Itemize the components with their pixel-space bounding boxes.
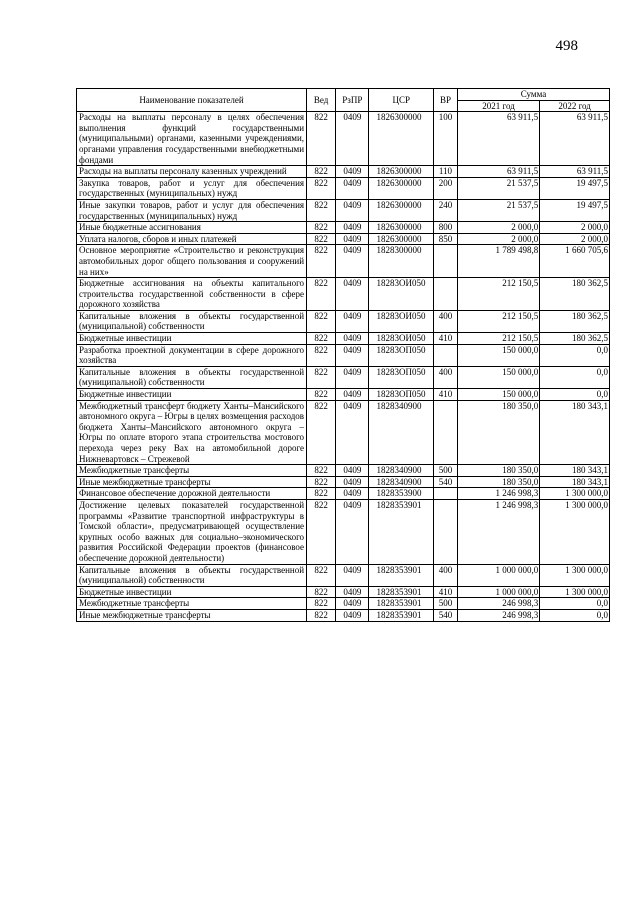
table-row (77, 222, 610, 234)
cell-csr: 1826300000 (369, 177, 434, 199)
cell-vr (434, 245, 458, 278)
cell-csr: 1826300000 (369, 199, 434, 221)
cell-sum-2022: 180 362,5 (540, 310, 610, 332)
cell-sum-2022: 0,0 (540, 366, 610, 388)
cell-csr: 1828300000 (369, 245, 434, 278)
table-row (77, 366, 610, 388)
cell-rzpr: 0409 (336, 476, 369, 488)
cell-rzpr: 0409 (336, 222, 369, 234)
cell-vr (434, 278, 458, 311)
cell-rzpr: 0409 (336, 310, 369, 332)
cell-sum-2022: 0,0 (540, 389, 610, 401)
cell-name: Закупка товаров, работ и услуг для обеспечения государственных (муниципальных) нужд (77, 177, 307, 199)
cell-sum-2021: 150 000,0 (457, 389, 539, 401)
cell-sum-2021: 180 350,0 (457, 476, 539, 488)
cell-csr: 1828353901 (369, 564, 434, 586)
cell-csr: 18283ОИ050 (369, 333, 434, 345)
cell-ved: 822 (307, 222, 336, 234)
cell-vr (434, 400, 458, 465)
header-csr: ЦСР (369, 89, 434, 112)
cell-csr: 1828353901 (369, 609, 434, 621)
table-row (77, 499, 610, 564)
cell-csr: 1828353900 (369, 488, 434, 500)
cell-sum-2021: 21 537,5 (457, 199, 539, 221)
cell-ved: 822 (307, 166, 336, 178)
cell-name: Капитальные вложения в объекты государственной (муниципальной) собственности (77, 366, 307, 388)
cell-sum-2022: 0,0 (540, 598, 610, 610)
cell-rzpr: 0409 (336, 598, 369, 610)
cell-sum-2022: 1 300 000,0 (540, 499, 610, 564)
table-row (77, 564, 610, 586)
cell-name: Иные межбюджетные трансферты (77, 476, 307, 488)
cell-sum-2021: 180 350,0 (457, 400, 539, 465)
cell-ved: 822 (307, 233, 336, 245)
header-name: Наименование показателей (77, 89, 307, 112)
cell-name: Межбюджетные трансферты (77, 465, 307, 477)
cell-vr: 540 (434, 609, 458, 621)
cell-sum-2021: 180 350,0 (457, 465, 539, 477)
cell-sum-2022: 2 000,0 (540, 233, 610, 245)
cell-ved: 822 (307, 400, 336, 465)
table-row (77, 586, 610, 598)
cell-rzpr: 0409 (336, 586, 369, 598)
cell-vr (434, 344, 458, 366)
table-row (77, 245, 610, 278)
cell-vr: 800 (434, 222, 458, 234)
header-year-2022: 2022 год (540, 100, 610, 112)
cell-vr: 850 (434, 233, 458, 245)
cell-ved: 822 (307, 499, 336, 564)
cell-sum-2021: 1 246 998,3 (457, 488, 539, 500)
cell-name: Бюджетные ассигнования на объекты капитального строительства государственной собственности в сфере дорожного хозяйства (77, 278, 307, 311)
cell-vr: 540 (434, 476, 458, 488)
cell-csr: 1828353901 (369, 499, 434, 564)
table-row (77, 344, 610, 366)
header-ved: Вед (307, 89, 336, 112)
cell-rzpr: 0409 (336, 366, 369, 388)
cell-rzpr: 0409 (336, 245, 369, 278)
cell-vr: 400 (434, 564, 458, 586)
cell-ved: 822 (307, 245, 336, 278)
cell-rzpr: 0409 (336, 465, 369, 477)
cell-name: Основное мероприятие «Строительство и реконструкция автомобильных дорог общего пользования и сооружений на них» (77, 245, 307, 278)
table-row (77, 278, 610, 311)
cell-csr: 18283ОИ050 (369, 278, 434, 311)
cell-ved: 822 (307, 366, 336, 388)
cell-name: Иные закупки товаров, работ и услуг для обеспечения государственных (муниципальных) нужд (77, 199, 307, 221)
table-row (77, 598, 610, 610)
cell-ved: 822 (307, 465, 336, 477)
cell-vr: 500 (434, 465, 458, 477)
cell-vr: 100 (434, 112, 458, 166)
cell-rzpr: 0409 (336, 488, 369, 500)
cell-name: Уплата налогов, сборов и иных платежей (77, 233, 307, 245)
cell-vr (434, 488, 458, 500)
cell-name: Достижение целевых показателей государственной программы «Развитие транспортной инфраструктуры в Томской области», предусматривающей осуществление крупных особо важных для социально–экономического развития Российской Федерации проектов (финансовое обеспечение дорожной деятельности) (77, 499, 307, 564)
cell-sum-2022: 180 343,1 (540, 476, 610, 488)
cell-rzpr: 0409 (336, 564, 369, 586)
table-row (77, 400, 610, 465)
cell-sum-2021: 1 246 998,3 (457, 499, 539, 564)
cell-vr: 240 (434, 199, 458, 221)
cell-rzpr: 0409 (336, 609, 369, 621)
cell-name: Расходы на выплаты персоналу казенных учреждений (77, 166, 307, 178)
table-row (77, 199, 610, 221)
cell-sum-2022: 1 300 000,0 (540, 564, 610, 586)
table-row (77, 333, 610, 345)
cell-sum-2021: 2 000,0 (457, 222, 539, 234)
cell-ved: 822 (307, 310, 336, 332)
cell-sum-2022: 0,0 (540, 609, 610, 621)
cell-sum-2022: 180 362,5 (540, 333, 610, 345)
cell-rzpr: 0409 (336, 199, 369, 221)
cell-csr: 1828340900 (369, 465, 434, 477)
header-rzpr: РзПР (336, 89, 369, 112)
header-vr: ВР (434, 89, 458, 112)
cell-sum-2022: 1 660 705,6 (540, 245, 610, 278)
cell-name: Бюджетные инвестиции (77, 333, 307, 345)
cell-csr: 1826300000 (369, 222, 434, 234)
cell-name: Капитальные вложения в объекты государственной (муниципальной) собственности (77, 564, 307, 586)
cell-rzpr: 0409 (336, 400, 369, 465)
cell-name: Расходы на выплаты персоналу в целях обеспечения выполнения функций государственными (муниципальными) органами, казенными учреждениями, органами управления государственными внебюджетными фондами (77, 112, 307, 166)
cell-ved: 822 (307, 177, 336, 199)
cell-sum-2022: 63 911,5 (540, 166, 610, 178)
cell-sum-2021: 150 000,0 (457, 344, 539, 366)
table-row (77, 233, 610, 245)
cell-ved: 822 (307, 199, 336, 221)
cell-rzpr: 0409 (336, 177, 369, 199)
header-sum: Сумма (457, 89, 609, 101)
cell-csr: 1826300000 (369, 166, 434, 178)
cell-rzpr: 0409 (336, 333, 369, 345)
cell-name: Бюджетные инвестиции (77, 389, 307, 401)
cell-sum-2021: 246 998,3 (457, 609, 539, 621)
cell-sum-2021: 2 000,0 (457, 233, 539, 245)
cell-name: Межбюджетные трансферты (77, 598, 307, 610)
cell-rzpr: 0409 (336, 112, 369, 166)
cell-sum-2021: 1 000 000,0 (457, 586, 539, 598)
page-number: 498 (555, 38, 578, 54)
table-row (77, 166, 610, 178)
cell-vr: 110 (434, 166, 458, 178)
table-row (77, 389, 610, 401)
cell-vr (434, 499, 458, 564)
cell-name: Иные бюджетные ассигнования (77, 222, 307, 234)
cell-csr: 18283ОП050 (369, 389, 434, 401)
cell-sum-2021: 1 000 000,0 (457, 564, 539, 586)
cell-ved: 822 (307, 488, 336, 500)
cell-vr: 400 (434, 310, 458, 332)
cell-sum-2022: 1 300 000,0 (540, 586, 610, 598)
cell-ved: 822 (307, 564, 336, 586)
cell-sum-2021: 150 000,0 (457, 366, 539, 388)
cell-sum-2022: 180 343,1 (540, 465, 610, 477)
cell-vr: 400 (434, 366, 458, 388)
cell-vr: 200 (434, 177, 458, 199)
table-body (77, 112, 610, 621)
cell-rzpr: 0409 (336, 166, 369, 178)
cell-ved: 822 (307, 389, 336, 401)
cell-sum-2021: 1 789 498,8 (457, 245, 539, 278)
cell-rzpr: 0409 (336, 344, 369, 366)
cell-sum-2022: 1 300 000,0 (540, 488, 610, 500)
cell-csr: 1828340900 (369, 400, 434, 465)
table-row (77, 112, 610, 166)
budget-table (76, 88, 610, 622)
cell-sum-2022: 180 343,1 (540, 400, 610, 465)
header-year-2021: 2021 год (457, 100, 539, 112)
cell-rzpr: 0409 (336, 499, 369, 564)
cell-vr: 500 (434, 598, 458, 610)
cell-sum-2021: 212 150,5 (457, 333, 539, 345)
table-row (77, 465, 610, 477)
cell-name: Разработка проектной документации в сфере дорожного хозяйства (77, 344, 307, 366)
cell-name: Иные межбюджетные трансферты (77, 609, 307, 621)
cell-sum-2021: 246 998,3 (457, 598, 539, 610)
cell-ved: 822 (307, 476, 336, 488)
cell-csr: 1826300000 (369, 233, 434, 245)
table-row (77, 609, 610, 621)
cell-sum-2022: 2 000,0 (540, 222, 610, 234)
cell-ved: 822 (307, 112, 336, 166)
cell-rzpr: 0409 (336, 233, 369, 245)
cell-vr: 410 (434, 389, 458, 401)
cell-name: Капитальные вложения в объекты государственной (муниципальной) собственности (77, 310, 307, 332)
cell-ved: 822 (307, 586, 336, 598)
cell-csr: 18283ОП050 (369, 344, 434, 366)
cell-vr: 410 (434, 586, 458, 598)
cell-ved: 822 (307, 609, 336, 621)
table-row (77, 177, 610, 199)
cell-sum-2021: 21 537,5 (457, 177, 539, 199)
cell-sum-2022: 63 911,5 (540, 112, 610, 166)
cell-csr: 18283ОИ050 (369, 310, 434, 332)
cell-ved: 822 (307, 344, 336, 366)
cell-csr: 1828353901 (369, 586, 434, 598)
cell-sum-2021: 63 911,5 (457, 112, 539, 166)
cell-sum-2022: 19 497,5 (540, 177, 610, 199)
cell-sum-2022: 0,0 (540, 344, 610, 366)
cell-sum-2022: 19 497,5 (540, 199, 610, 221)
cell-csr: 1828353901 (369, 598, 434, 610)
table-row (77, 488, 610, 500)
cell-name: Бюджетные инвестиции (77, 586, 307, 598)
cell-name: Межбюджетный трансферт бюджету Ханты–Мансийского автономного округа – Югры в целях возмещения расходов бюджета Ханты–Мансийского автономного округа – Югры по оплате второго этапа строительства мостового перехода через реку Вах на автомобильной дороге Нижневартовск – Стрежевой (77, 400, 307, 465)
cell-rzpr: 0409 (336, 278, 369, 311)
cell-sum-2021: 212 150,5 (457, 278, 539, 311)
cell-sum-2021: 63 911,5 (457, 166, 539, 178)
table-row (77, 476, 610, 488)
cell-ved: 822 (307, 278, 336, 311)
cell-sum-2021: 212 150,5 (457, 310, 539, 332)
cell-csr: 1826300000 (369, 112, 434, 166)
cell-sum-2022: 180 362,5 (540, 278, 610, 311)
cell-rzpr: 0409 (336, 389, 369, 401)
cell-vr: 410 (434, 333, 458, 345)
cell-csr: 1828340900 (369, 476, 434, 488)
table-row (77, 310, 610, 332)
cell-name: Финансовое обеспечение дорожной деятельности (77, 488, 307, 500)
cell-csr: 18283ОП050 (369, 366, 434, 388)
table-header-row (77, 89, 610, 101)
cell-ved: 822 (307, 333, 336, 345)
cell-ved: 822 (307, 598, 336, 610)
